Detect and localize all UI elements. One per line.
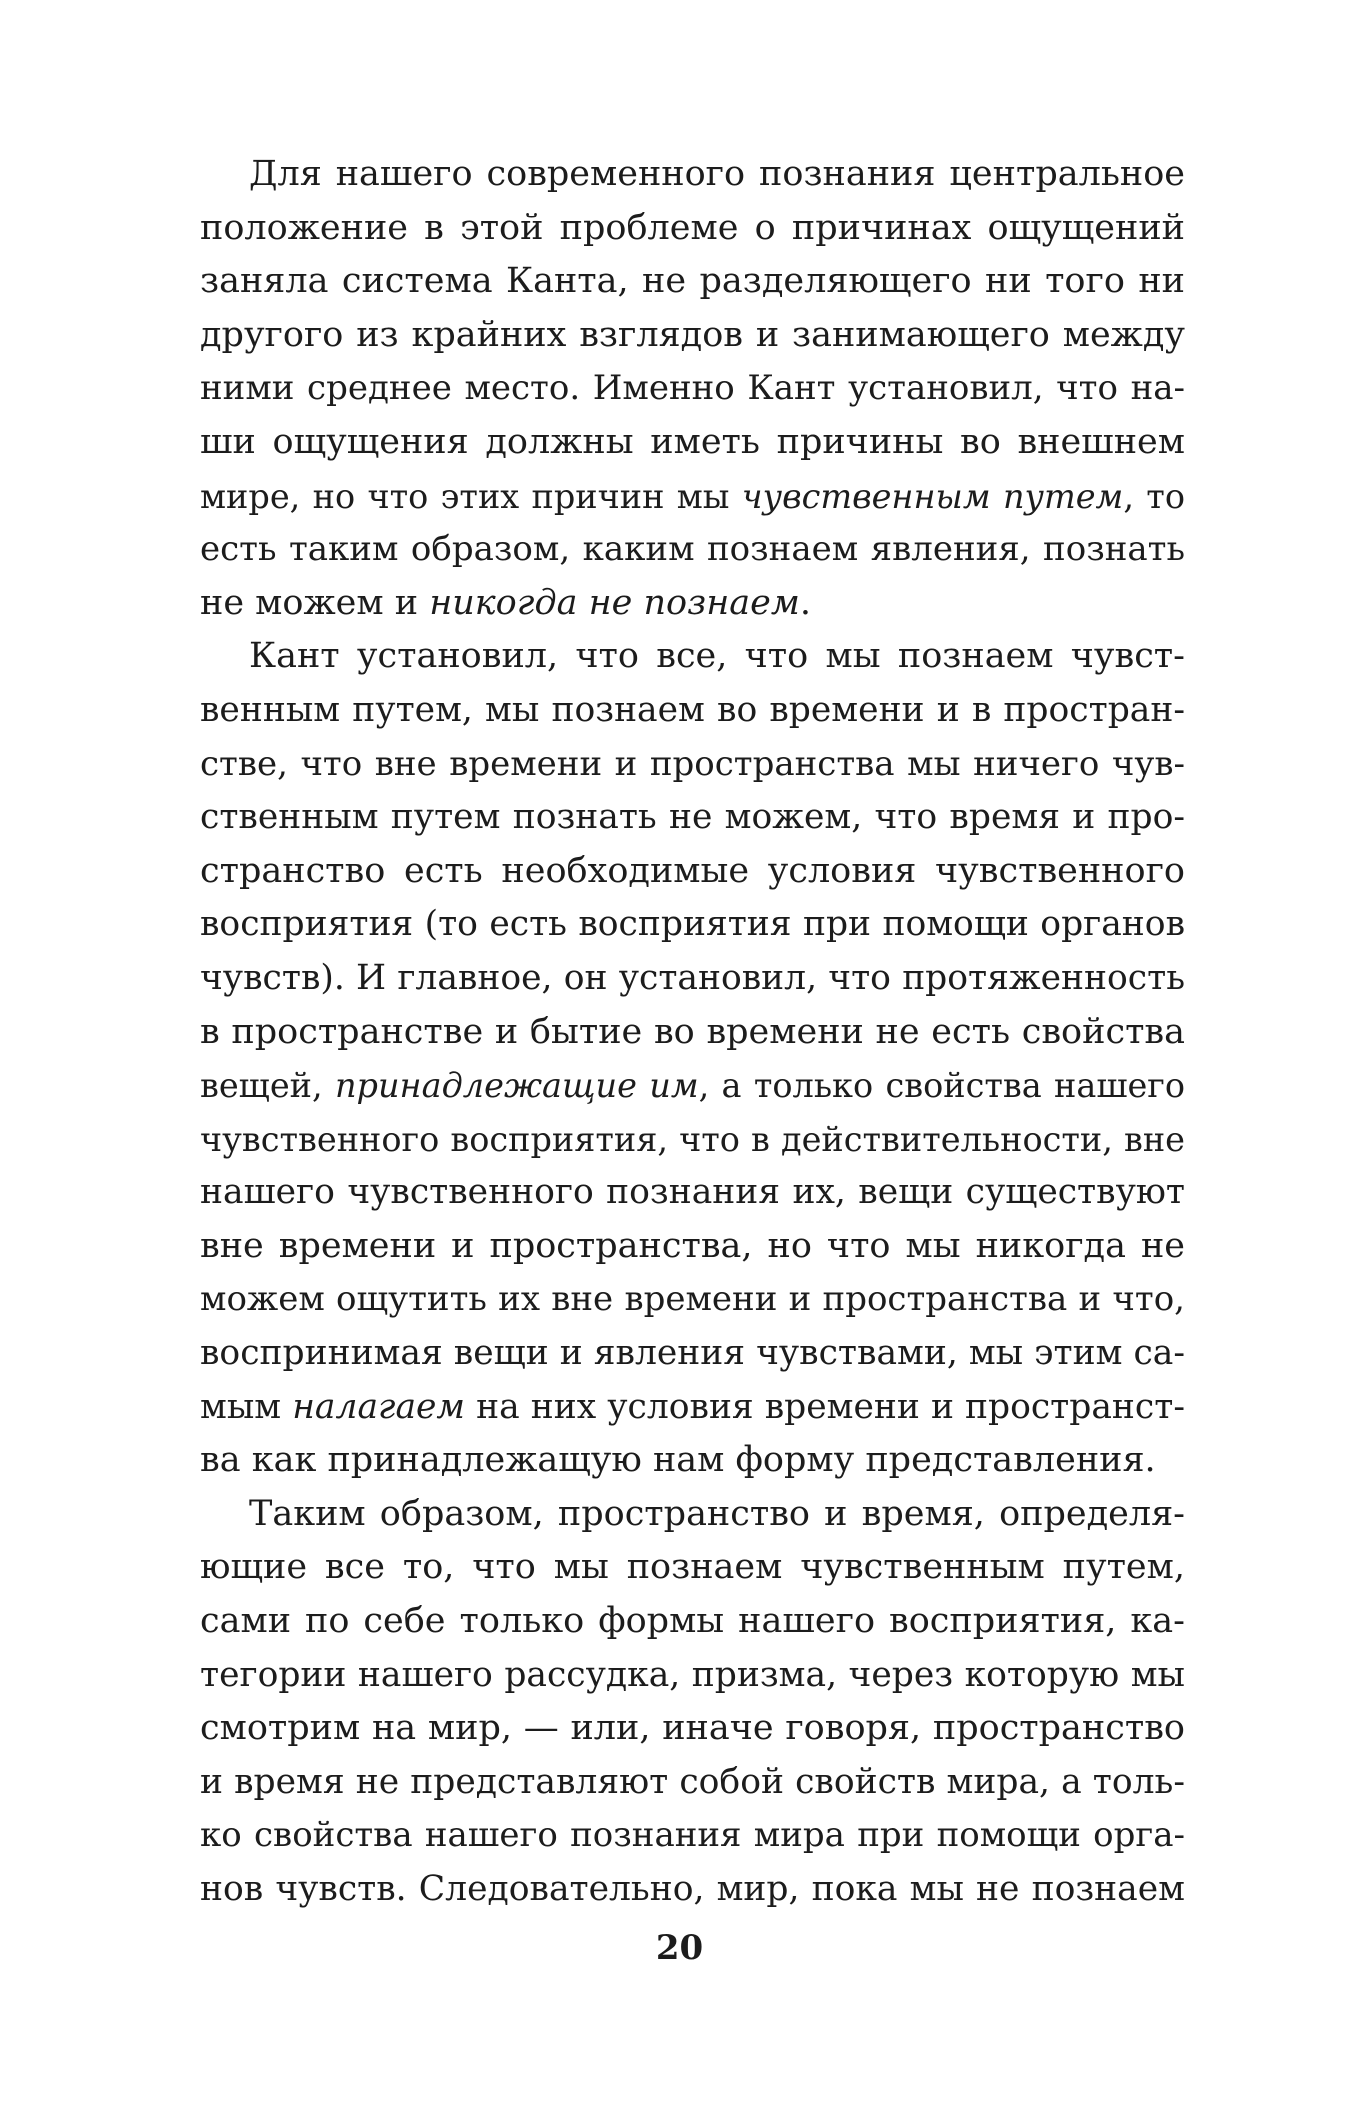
text-segment: заняла система Канта, не разделяющего ни того ни <box>200 261 1185 302</box>
text-line <box>200 1113 1185 1167</box>
text-segment: и время не представляют собой свойств мира, а толь- <box>200 1761 1185 1802</box>
text-segment: . <box>799 582 812 623</box>
text-segment: ственным путем познать не можем, что время и про- <box>200 797 1185 838</box>
text-segment: восприятия (то есть восприятия при помощи органов <box>200 904 1185 945</box>
text-segment: положение в этой проблеме о причинах ощущений <box>200 207 1185 248</box>
text-segment: ними среднее место. Именно Кант установил, что на- <box>200 368 1185 409</box>
text-segment: , а только свойства нашего <box>698 1066 1186 1106</box>
text-segment: ко свойства нашего познания мира при помощи орга- <box>200 1815 1185 1856</box>
text-segment: тегории нашего рассудка, призма, через которую мы <box>200 1654 1185 1695</box>
text-line <box>200 630 1185 684</box>
text-line <box>200 1541 1185 1595</box>
text-line <box>200 309 1185 363</box>
text-segment: сами по себе только формы нашего восприятия, ка- <box>200 1601 1185 1642</box>
text-segment: на них условия времени и пространст- <box>465 1386 1185 1427</box>
text-line <box>200 1702 1185 1756</box>
text-line <box>200 791 1185 845</box>
italic-phrase: чувственным путем <box>741 476 1124 516</box>
text-line <box>200 952 1185 1006</box>
text-line <box>200 1649 1185 1703</box>
text-segment: нашего чувственного познания их, вещи существуют <box>200 1172 1185 1213</box>
page-number: 20 <box>655 1928 704 1968</box>
text-segment: ва как принадлежащую нам форму представления. <box>200 1440 1156 1481</box>
text-segment: венным путем, мы познаем во времени и в простран- <box>200 689 1185 730</box>
text-segment: нов чувств. Следовательно, мир, пока мы не познаем <box>200 1869 1185 1909</box>
text-segment: мире, но что этих причин мы <box>200 476 742 516</box>
text-line <box>200 845 1185 899</box>
text-segment: есть таким образом, каким познаем явления, познать <box>200 529 1185 570</box>
text-line <box>200 1006 1185 1060</box>
text-segment: вне времени и пространства, но что мы никогда не <box>200 1225 1185 1266</box>
italic-phrase: никогда не познаем <box>429 582 800 623</box>
text-line <box>200 416 1185 470</box>
text-line <box>200 1863 1185 1917</box>
text-line <box>200 362 1185 416</box>
text-segment: в пространстве и бытие во времени не есть свойства <box>200 1011 1185 1052</box>
text-line <box>200 470 1185 524</box>
italic-phrase: принадлежащие им <box>334 1066 699 1106</box>
text-segment: ши ощущения должны иметь причины во внешнем <box>200 421 1185 462</box>
text-line <box>200 1220 1185 1274</box>
text-line <box>200 1434 1185 1488</box>
text-line <box>200 1756 1185 1810</box>
text-line <box>200 255 1185 309</box>
text-line <box>200 1488 1185 1542</box>
text-line <box>200 202 1185 256</box>
text-segment: другого из крайних взглядов и занимающего между <box>200 314 1185 355</box>
text-segment: воспринимая вещи и явления чувствами, мы этим са- <box>200 1333 1185 1374</box>
italic-phrase: налагаем <box>292 1386 466 1427</box>
text-segment: мым <box>200 1386 293 1427</box>
text-line <box>200 1595 1185 1649</box>
text-segment: Таким образом, пространство и время, определя- <box>249 1493 1185 1534</box>
text-segment: чувств). И главное, он установил, что протяженность <box>200 957 1185 998</box>
text-segment: смотрим на мир, — или, иначе говоря, пространство <box>200 1708 1185 1749</box>
text-line <box>200 738 1185 792</box>
text-line <box>200 1381 1185 1435</box>
text-segment: не можем и <box>200 582 430 623</box>
text-line <box>200 898 1185 952</box>
text-segment: Кант установил, что все, что мы познаем чувст- <box>249 636 1185 677</box>
text-segment: Для нашего современного познания центральное <box>249 154 1185 194</box>
text-line <box>200 684 1185 738</box>
text-segment: стве, что вне времени и пространства мы ничего чув- <box>200 743 1185 784</box>
text-segment: чувственного восприятия, что в действительности, вне <box>200 1119 1185 1159</box>
text-line <box>200 1327 1185 1381</box>
body-text <box>200 148 1185 1917</box>
text-segment: ющие все то, что мы познаем чувственным путем, <box>200 1547 1185 1588</box>
text-line <box>200 1059 1185 1113</box>
text-line <box>200 148 1185 202</box>
text-segment: , то <box>1123 476 1186 516</box>
text-segment: странство есть необходимые условия чувственного <box>200 850 1185 891</box>
text-line <box>200 1166 1185 1220</box>
text-line <box>200 523 1185 577</box>
text-segment: вещей, <box>200 1066 335 1106</box>
text-line <box>200 577 1185 631</box>
text-line <box>200 1809 1185 1863</box>
text-segment: можем ощутить их вне времени и пространства и что, <box>200 1279 1185 1320</box>
text-line <box>200 1273 1185 1327</box>
